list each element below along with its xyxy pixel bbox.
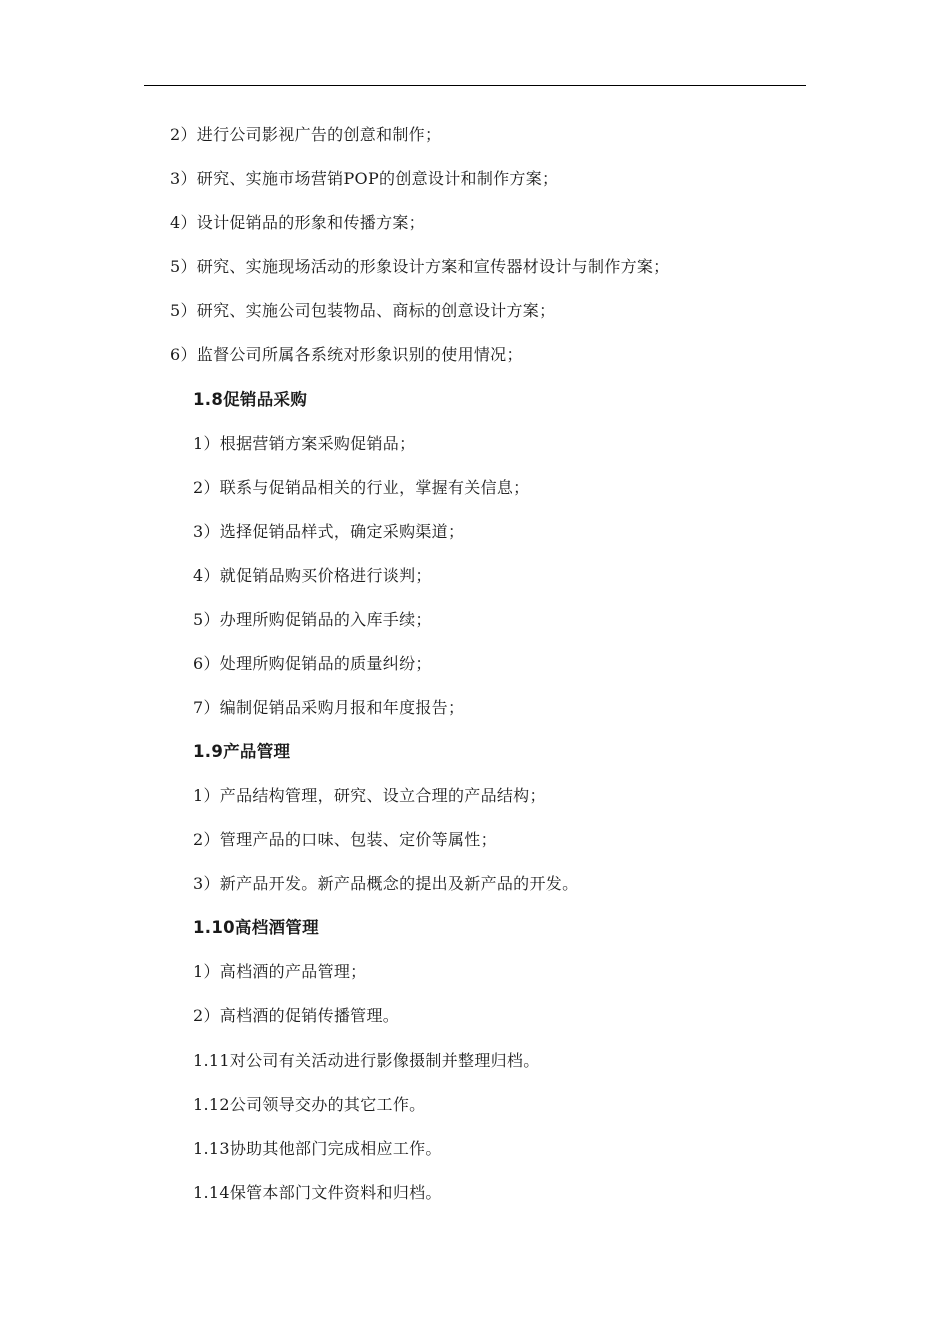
list-item: 5）研究、实施公司包装物品、商标的创意设计方案； [170,301,556,320]
list-item: 1.11对公司有关活动进行影像摄制并整理归档。 [193,1051,540,1070]
section-heading: 1.8促销品采购 [193,390,308,409]
list-item: 1.13协助其他部门完成相应工作。 [193,1139,442,1158]
list-item: 2）进行公司影视广告的创意和制作； [170,125,442,144]
list-item: 2）高档酒的促销传播管理。 [193,1006,400,1025]
list-item: 2）联系与促销品相关的行业，掌握有关信息； [193,478,530,497]
section-heading: 1.9产品管理 [193,742,291,761]
section-heading: 1.10高档酒管理 [193,918,319,937]
list-item: 3）选择促销品样式，确定采购渠道； [193,522,465,541]
list-item: 1.12公司领导交办的其它工作。 [193,1095,426,1114]
list-item: 4）就促销品购买价格进行谈判； [193,566,432,585]
list-item: 3）研究、实施市场营销POP的创意设计和制作方案； [170,169,559,188]
list-item: 6）处理所购促销品的质量纠纷； [193,654,432,673]
list-item: 2）管理产品的口味、包装、定价等属性； [193,830,497,849]
list-item: 6）监督公司所属各系统对形象识别的使用情况； [170,345,523,364]
list-item: 1.14保管本部门文件资料和归档。 [193,1183,442,1202]
list-item: 7）编制促销品采购月报和年度报告； [193,698,465,717]
list-item: 5）办理所购促销品的入库手续； [193,610,432,629]
list-item: 1）高档酒的产品管理； [193,962,367,981]
list-item: 1）根据营销方案采购促销品； [193,434,416,453]
list-item: 3）新产品开发。新产品概念的提出及新产品的开发。 [193,874,579,893]
list-item: 4）设计促销品的形象和传播方案； [170,213,425,232]
list-item: 1）产品结构管理，研究、设立合理的产品结构； [193,786,546,805]
header-rule [144,85,806,86]
list-item: 5）研究、实施现场活动的形象设计方案和宣传器材设计与制作方案； [170,257,670,276]
